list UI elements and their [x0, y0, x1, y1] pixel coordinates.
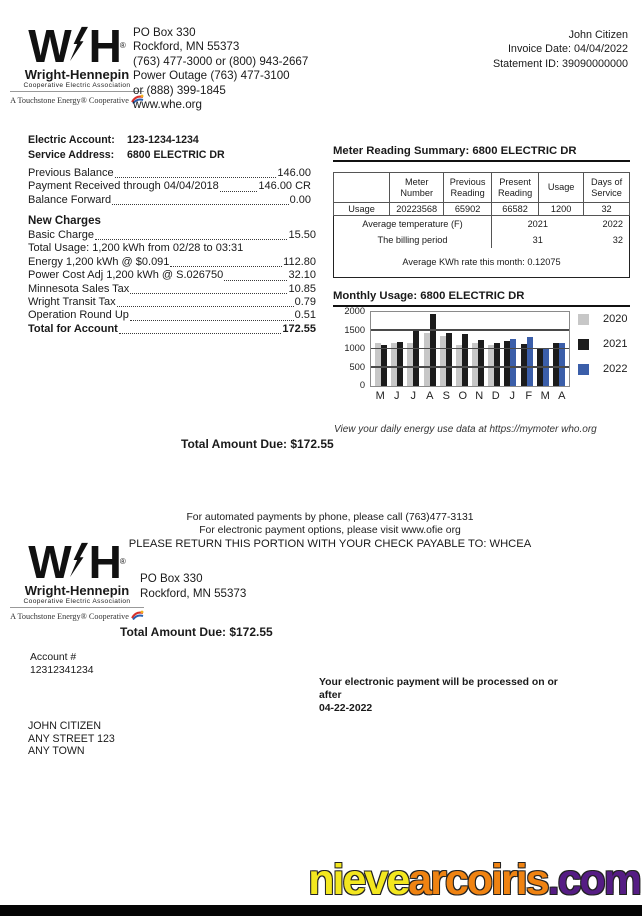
- usage-bar-2021: [494, 343, 500, 386]
- processing-notice-date: 04-22-2022: [319, 703, 373, 714]
- header-blank: [334, 173, 390, 203]
- bottom-black-bar: [0, 905, 642, 916]
- usage-bar-2021: [413, 331, 419, 386]
- company-address-line: PO Box 330: [133, 26, 196, 39]
- leader-dots: [95, 239, 287, 240]
- new-charges-section: [28, 215, 316, 336]
- new-charges-lines: [28, 229, 316, 336]
- invoice-meta-block: [493, 28, 628, 71]
- charge-line-value: 32.10: [288, 269, 316, 282]
- leader-dots: [115, 177, 277, 178]
- bar-group: [422, 314, 438, 386]
- charge-line-value: 0.51: [294, 309, 316, 322]
- legend-swatch: [578, 314, 589, 325]
- processing-notice-line1: Your electronic payment will be processed on or after: [319, 677, 558, 701]
- present-reading-value: 66582: [491, 203, 538, 216]
- phone-payment-line: For automated payments by phone, please call (763)477-3131: [186, 512, 474, 523]
- leader-dots: [130, 293, 287, 294]
- avg-temperature-label: Average temperature (F): [362, 219, 463, 229]
- customer-name: John Citizen: [568, 29, 628, 41]
- legend-item: [578, 338, 630, 350]
- charge-line: [28, 296, 316, 309]
- legend-swatch: [578, 339, 589, 350]
- usage-bar-2022: [559, 343, 565, 386]
- usage-bar-2021: [430, 314, 436, 386]
- account-number-block: [30, 651, 94, 677]
- bar-group: [486, 343, 502, 386]
- leader-dots: [130, 320, 294, 321]
- logo-letter-h: H: [88, 536, 119, 588]
- avg-temperature-2022: 2022: [602, 219, 623, 229]
- mailing-address-block: [28, 720, 115, 758]
- legend-label: 2022: [603, 363, 628, 375]
- y-tick-label: 1500: [344, 324, 365, 335]
- header-meter-number: Meter Number: [390, 173, 444, 203]
- return-portion-line: PLEASE RETURN THIS PORTION WITH YOUR CHECK PAYABLE TO: WHCEA: [128, 538, 532, 550]
- gridline: [371, 329, 569, 330]
- payment-instructions: [80, 511, 580, 537]
- bar-group: [405, 331, 421, 386]
- service-address-value: 6800 ELECTRIC DR: [126, 149, 225, 161]
- x-tick-label: M: [375, 390, 385, 402]
- electronic-payment-line: For electronic payment options, please visit www.ofie org: [199, 525, 461, 536]
- days-of-service-value: 32: [584, 203, 630, 216]
- x-tick-label: M: [540, 390, 550, 402]
- charge-line-value: 112.80: [283, 255, 316, 268]
- mailing-address-line: ANY STREET 123: [28, 732, 115, 745]
- leader-dots: [170, 266, 282, 267]
- usage-bar-2021: [446, 333, 452, 386]
- charge-line-value: 15.50: [288, 229, 316, 241]
- gridline: [371, 348, 569, 349]
- bar-group: [519, 337, 535, 386]
- company-address-line: www.whe.org: [133, 98, 202, 112]
- chart-bars: [371, 312, 569, 386]
- charge-line-label: Total Usage: 1,200 kWh from 02/28 to 03:31: [28, 242, 244, 255]
- logo-tagline: [10, 607, 144, 622]
- balance-line-value: 146.00 CR: [258, 180, 311, 193]
- previous-reading-value: 65902: [444, 203, 492, 216]
- registered-mark: ®: [119, 557, 126, 566]
- electric-account-row: [28, 133, 225, 148]
- x-tick-label: A: [426, 390, 434, 402]
- meter-summary-title: Meter Reading Summary: 6800 ELECTRIC DR: [333, 145, 630, 162]
- charge-line-label: Total for Account: [28, 322, 118, 335]
- logo-wh-mark: [28, 20, 126, 72]
- chart-plot: [370, 311, 570, 387]
- service-address-label: Service Address:: [28, 149, 115, 161]
- bar-group: [438, 333, 454, 386]
- monthly-usage-chart: [337, 306, 630, 413]
- charge-line: [28, 242, 316, 255]
- chart-footnote: View your daily energy use data at https://mymoter who.org: [334, 424, 597, 435]
- leader-dots: [224, 280, 287, 281]
- company-address-line: or (888) 399-1845: [133, 83, 226, 97]
- monthly-usage-title: Monthly Usage: 6800 ELECTRIC DR: [333, 290, 630, 307]
- company-address-line: (763) 477-3000 or (800) 943-2667: [133, 54, 309, 68]
- balance-line-value: 0.00: [289, 193, 311, 206]
- charge-line-value: 0.79: [294, 296, 316, 309]
- leader-dots: [119, 333, 282, 334]
- x-tick-label: S: [442, 390, 450, 402]
- header-previous-reading: Previous Reading: [444, 173, 492, 203]
- logo-association-text: Cooperative Electric Association: [23, 82, 131, 89]
- x-tick-label: D: [491, 390, 500, 402]
- x-tick-label: O: [458, 390, 468, 402]
- chart-y-axis: [337, 306, 370, 390]
- logo-company-name: Wright-Hennepin: [24, 583, 130, 598]
- logo-letter-w: W: [28, 536, 69, 588]
- bar-group: [551, 343, 567, 386]
- watermark-text: [308, 856, 640, 905]
- mailing-address-line: JOHN CITIZEN: [28, 720, 101, 732]
- electric-account-label: Electric Account:: [28, 134, 115, 146]
- logo-company-name: Wright-Hennepin: [24, 67, 130, 82]
- logo-tagline: [10, 91, 144, 106]
- billing-period-label: The billing period: [377, 235, 448, 245]
- charge-line-label: Energy 1,200 kWh @ $0.091: [28, 255, 170, 268]
- avg-temperature-2021: 2021: [491, 216, 583, 233]
- watermark-part3: .com: [547, 856, 640, 904]
- touchstone-energy-icon: [131, 610, 144, 622]
- billing-period-2022: 32: [612, 235, 623, 245]
- charge-line-label: Power Cost Adj 1,200 kWh @ S.026750: [28, 269, 224, 282]
- meter-usage-row: [334, 203, 630, 216]
- service-address-row: [28, 148, 225, 163]
- charge-line: [28, 256, 316, 269]
- logo-association-text: Cooperative Electric Association: [23, 598, 131, 605]
- balance-line-label: Balance Forward: [28, 193, 112, 206]
- balance-summary: [28, 167, 311, 207]
- lightning-bolt-icon: [70, 26, 88, 66]
- legend-item: [578, 313, 630, 325]
- legend-label: 2020: [603, 313, 628, 325]
- charge-line: [28, 283, 316, 296]
- bar-group: [373, 343, 389, 386]
- billing-period-row: [334, 232, 630, 248]
- x-tick-label: J: [394, 390, 400, 402]
- avg-rate-row: [334, 248, 630, 278]
- usage-value: 1200: [539, 203, 584, 216]
- x-tick-label: J: [410, 390, 416, 402]
- x-tick-label: J: [509, 390, 515, 402]
- header-present-reading: Present Reading: [491, 173, 538, 203]
- bar-group: [502, 339, 518, 386]
- charge-line: [28, 269, 316, 282]
- new-charges-title: New Charges: [28, 215, 101, 227]
- chart-x-axis: [370, 390, 572, 402]
- avg-temperature-row: [334, 216, 630, 233]
- x-tick-label: N: [475, 390, 484, 402]
- account-number-value: 12312341234: [30, 665, 94, 676]
- company-address-line: Power Outage (763) 477-3100: [133, 69, 290, 83]
- registered-mark: ®: [119, 41, 126, 50]
- balance-line-value: 146.00: [277, 167, 311, 179]
- logo-letter-w: W: [28, 20, 69, 72]
- charge-line-value: 10.85: [288, 282, 316, 295]
- usage-bar-2022: [510, 339, 516, 386]
- company-address-block: [133, 26, 308, 112]
- electric-account-value: 123-1234-1234: [126, 134, 199, 146]
- y-tick-label: 0: [359, 380, 365, 390]
- touchstone-tagline-text: A Touchstone Energy® Cooperative: [10, 95, 129, 105]
- legend-label: 2021: [603, 338, 628, 350]
- chart-plot-column: [370, 309, 570, 413]
- lightning-bolt-icon: [70, 542, 88, 582]
- y-tick-label: 500: [349, 361, 365, 372]
- billing-period-2021: 31: [491, 232, 583, 248]
- gridline: [371, 366, 569, 367]
- meter-reading-table: [333, 172, 630, 278]
- header-usage: Usage: [539, 173, 584, 203]
- company-logo: [10, 20, 136, 106]
- x-tick-label: A: [558, 390, 566, 402]
- electronic-processing-notice: [319, 676, 579, 715]
- usage-bar-2022: [543, 349, 549, 386]
- charge-line-label: Operation Round Up: [28, 309, 129, 322]
- bar-group: [454, 334, 470, 386]
- logo-letter-h: H: [88, 20, 119, 72]
- charge-line: [28, 309, 316, 322]
- total-amount-due-upper: Total Amount Due: $172.55: [181, 437, 334, 451]
- leader-dots: [117, 306, 294, 307]
- balance-line-label: Payment Received through 04/04/2018: [28, 180, 219, 193]
- charge-line: [28, 229, 316, 242]
- balance-line-label: Previous Balance: [28, 167, 114, 179]
- chart-legend: [570, 309, 630, 413]
- touchstone-tagline-text: A Touchstone Energy® Cooperative: [10, 611, 129, 621]
- balance-line: [28, 194, 311, 207]
- remit-address-block: [140, 572, 246, 601]
- y-tick-label: 1000: [344, 343, 365, 353]
- charge-line-value: 172.55: [282, 322, 316, 335]
- avg-kwh-rate-note: Average KWh rate this month: 0.12075: [402, 257, 561, 267]
- x-tick-label: F: [525, 390, 533, 402]
- legend-swatch: [578, 364, 589, 375]
- bar-group: [535, 349, 551, 386]
- watermark-part1: nieve: [308, 856, 409, 904]
- account-number-label: Account #: [30, 652, 77, 663]
- watermark-part2: arcoiris: [408, 856, 548, 904]
- balance-line: [28, 180, 311, 193]
- leader-dots: [112, 204, 288, 205]
- balance-line: [28, 167, 311, 180]
- remit-address-line: PO Box 330: [140, 572, 203, 585]
- charge-line-label: Wright Transit Tax: [28, 296, 116, 309]
- leader-dots: [220, 191, 258, 192]
- mailing-address-line: ANY TOWN: [28, 745, 85, 758]
- statement-id: Statement ID: 39090000000: [492, 57, 628, 70]
- charge-line: [28, 323, 316, 336]
- meter-number-value: 20223568: [390, 203, 444, 216]
- usage-row-label: Usage: [334, 203, 390, 216]
- remit-company-logo: [10, 536, 136, 622]
- total-amount-due-lower: Total Amount Due: $172.55: [120, 625, 273, 639]
- charge-line-label: Minnesota Sales Tax: [28, 282, 130, 295]
- invoice-date: Invoice Date: 04/04/2022: [507, 43, 628, 56]
- logo-wh-mark: [28, 536, 126, 588]
- account-info-block: [28, 133, 225, 163]
- meter-table-header-row: [334, 173, 630, 203]
- usage-bar-2021: [462, 334, 468, 386]
- company-address-line: Rockford, MN 55373: [133, 40, 240, 54]
- charge-line-label: Basic Charge: [28, 229, 95, 241]
- usage-bar-2022: [527, 337, 533, 386]
- legend-item: [578, 363, 630, 375]
- remit-address-line: Rockford, MN 55373: [140, 586, 247, 600]
- y-tick-label: 2000: [344, 306, 365, 316]
- header-days-of-service: Days of Service: [584, 173, 630, 203]
